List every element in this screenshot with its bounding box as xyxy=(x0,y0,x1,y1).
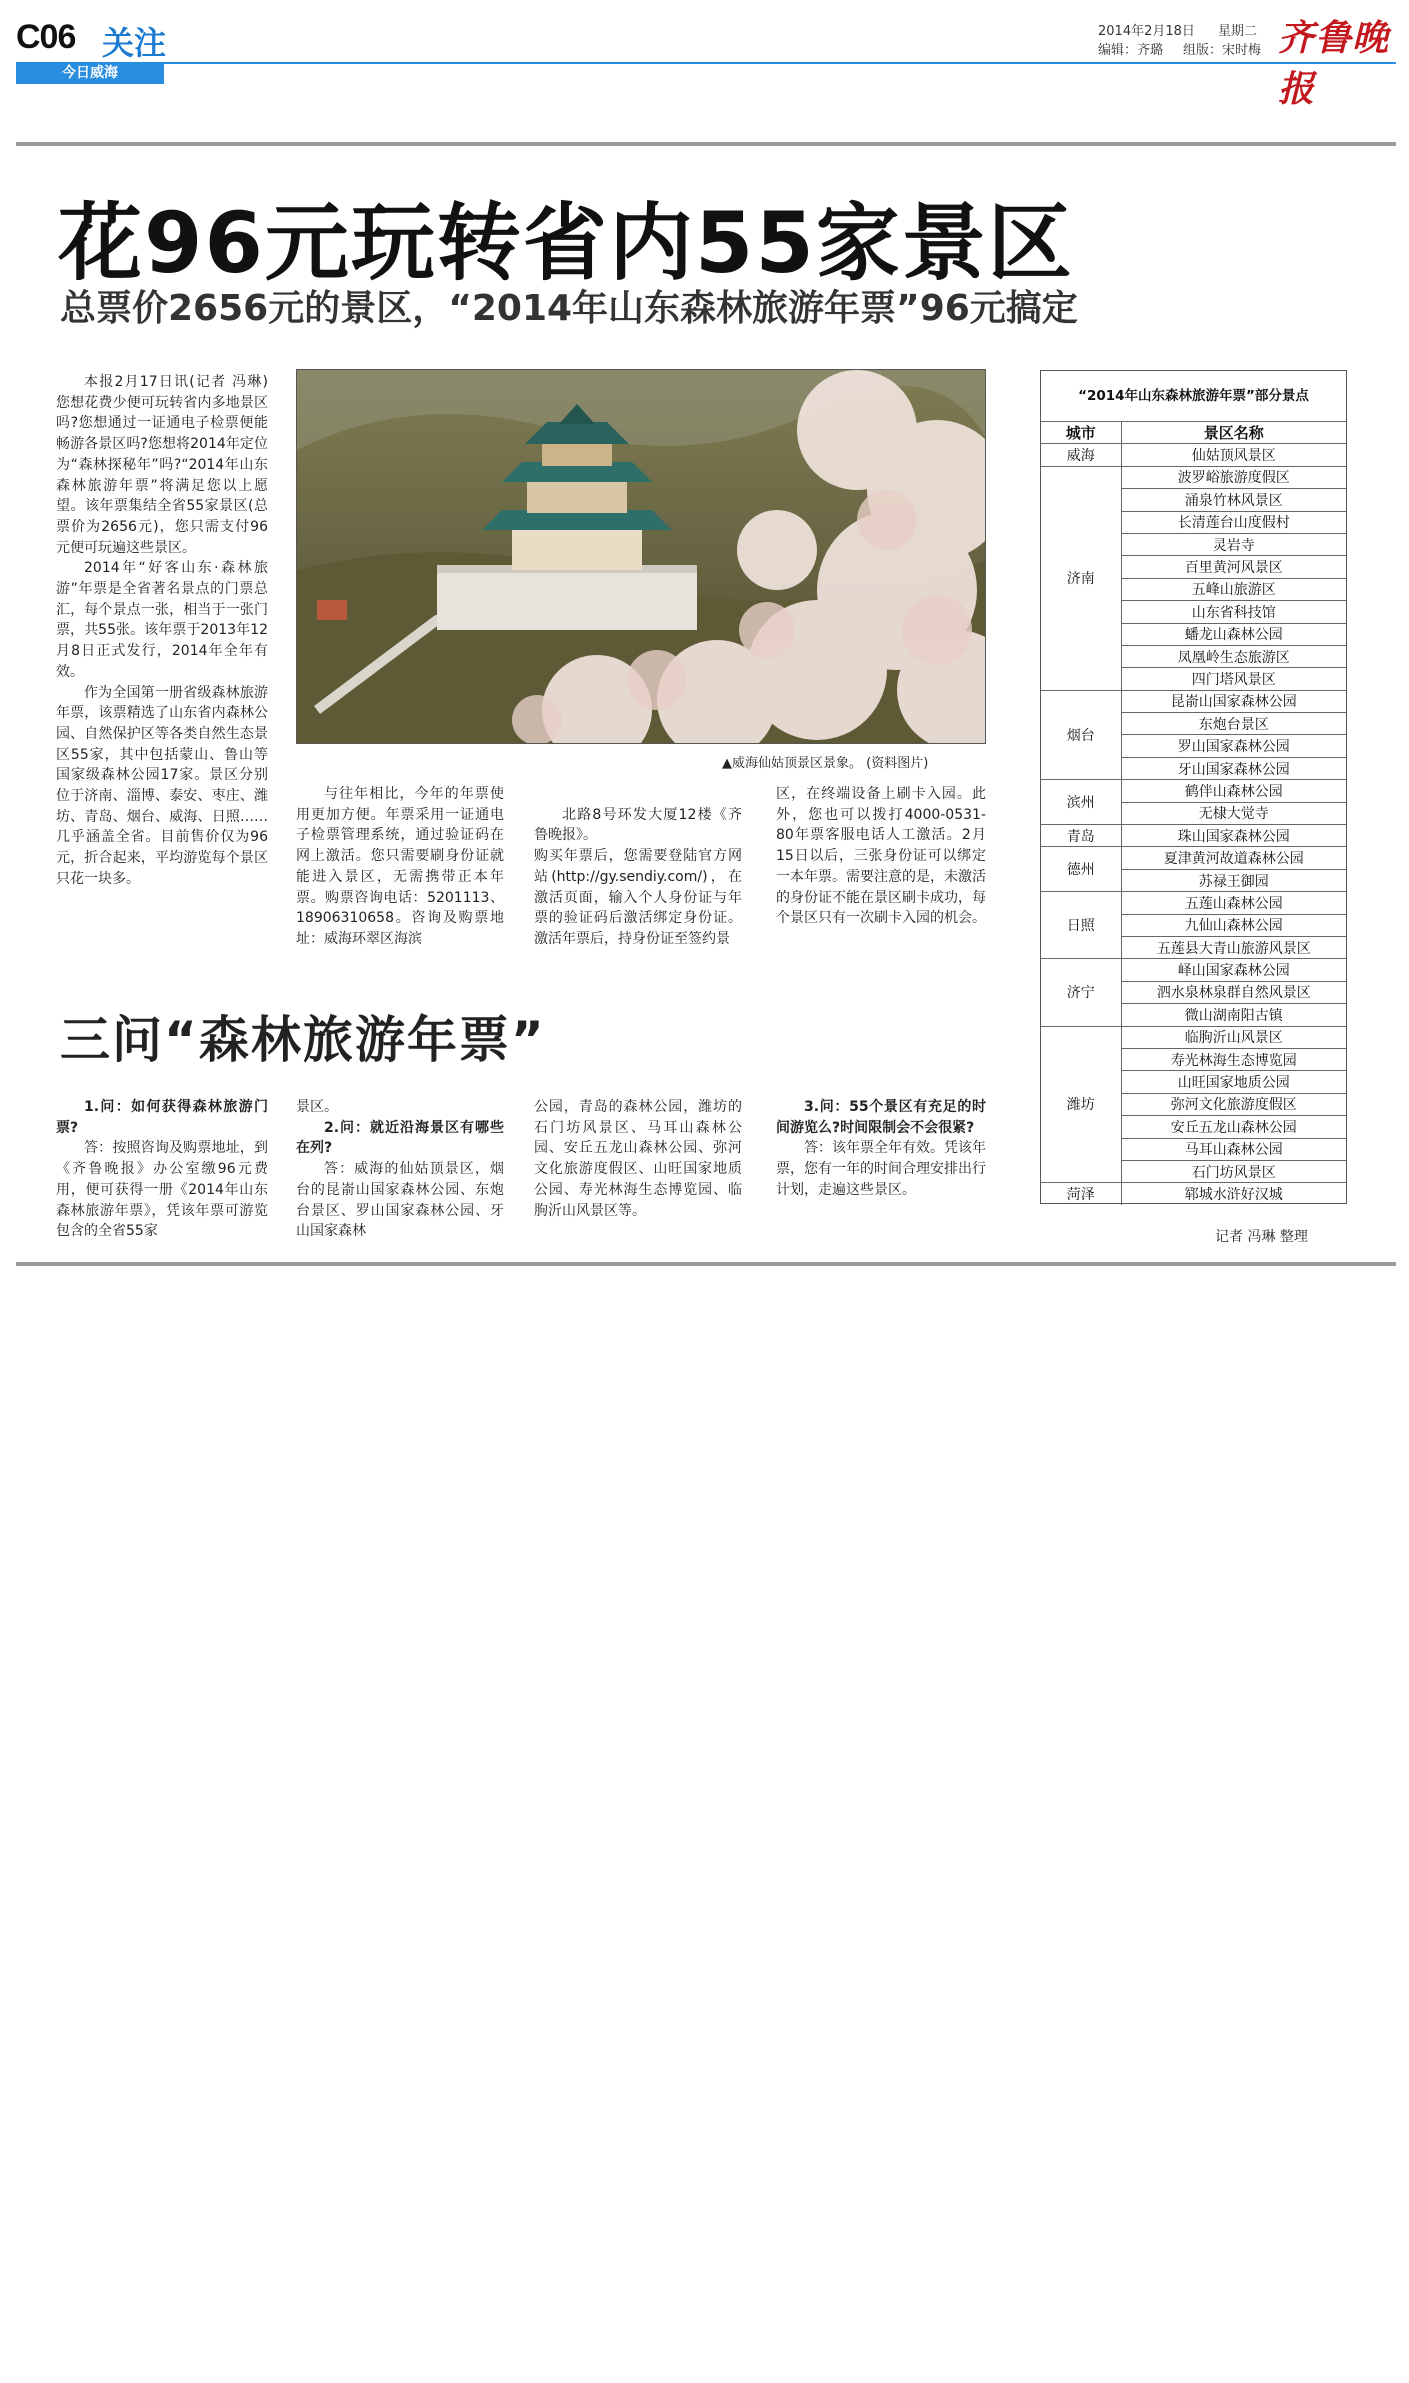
section-name: 关注 xyxy=(102,24,167,62)
scenic-name-cell: 山旺国家地质公园 xyxy=(1121,1071,1346,1093)
scenic-name-cell: 东炮台景区 xyxy=(1121,713,1346,735)
scenic-name-cell: 百里黄河风景区 xyxy=(1121,556,1346,578)
issue-weekday: 星期二 xyxy=(1218,24,1258,39)
scenic-name-cell: 仙姑顶风景区 xyxy=(1121,444,1346,466)
sidebar-headline: 三问“森林旅游年票” xyxy=(60,1011,546,1069)
answer: 答：该年票全年有效。凭该年票，您有一年的时间合理安排出行计划，走遍这些景区。 xyxy=(776,1140,986,1198)
city-cell: 济宁 xyxy=(1041,959,1121,1026)
city-cell: 济南 xyxy=(1041,466,1121,690)
layout-credit: 组版：宋时梅 xyxy=(1183,43,1262,58)
scenic-name-cell: 山东省科技馆 xyxy=(1121,601,1346,623)
scenic-name-cell: 五莲山森林公园 xyxy=(1121,892,1346,914)
scenic-name-cell: 牙山国家森林公园 xyxy=(1121,757,1346,779)
scenic-name-cell: 凤凰岭生态旅游区 xyxy=(1121,645,1346,667)
answer: 答：威海的仙姑顶景区，烟台的昆嵛山国家森林公园、东炮台景区、罗山国家森林公园、牙山国家森林 xyxy=(296,1161,504,1240)
city-cell: 菏泽 xyxy=(1041,1183,1121,1205)
article-paragraph: 区，在终端设备上刷卡入园。此外，您也可以拨打4000-0531-80年票客服电话人工激活。2月15日以后，三张身份证可以绑定一本年票。需要注意的是，未激活的身份证不能在景区刷卡成功，每个景区只有一次刷卡入园的机会。 xyxy=(776,786,986,927)
scenic-name-cell: 四门塔风景区 xyxy=(1121,668,1346,690)
article-column-1 xyxy=(56,372,268,890)
scenic-photo xyxy=(296,369,986,744)
scenic-name-cell: 蟠龙山森林公园 xyxy=(1121,623,1346,645)
scenic-name-cell: 夏津黄河故道森林公园 xyxy=(1121,847,1346,869)
question: 2.问：就近沿海景区有哪些在列? xyxy=(296,1119,504,1157)
scenic-name-cell: 石门坊风景区 xyxy=(1121,1160,1346,1182)
qa-column-1 xyxy=(56,1097,268,1242)
bottom-rule xyxy=(16,1262,1396,1266)
sub-section-label: 今日威海 xyxy=(16,62,164,84)
headline: 花96元玩转省内55家景区 xyxy=(58,194,1074,292)
reporter-credit: 记者 冯琳 整理 xyxy=(1215,1229,1308,1245)
city-cell: 威海 xyxy=(1041,444,1121,466)
scenic-name-cell: 微山湖南阳古镇 xyxy=(1121,1004,1346,1026)
city-cell: 滨州 xyxy=(1041,780,1121,825)
issue-date: 2014年2月18日 xyxy=(1098,24,1195,39)
table-row xyxy=(1041,690,1346,712)
table-row xyxy=(1041,780,1346,802)
scenic-name-cell: 五峰山旅游区 xyxy=(1121,578,1346,600)
editor-credit: 编辑：齐璐 xyxy=(1098,43,1164,58)
table-row xyxy=(1041,959,1346,981)
scenic-name-cell: 九仙山森林公园 xyxy=(1121,914,1346,936)
table-body xyxy=(1041,444,1346,1205)
column-header-name: 景区名称 xyxy=(1121,422,1346,444)
scenic-name-cell: 弥河文化旅游度假区 xyxy=(1121,1093,1346,1115)
scenic-spots-table xyxy=(1041,421,1346,1205)
article-column-2 xyxy=(296,784,504,950)
article-paragraph: 本报2月17日讯(记者 冯琳) 您想花费少便可玩转省内多地景区吗?您想通过一证通电子检票便能畅游各景区吗?您想将2014年定位为“森林探秘年”吗?“2014年山东森林旅游年票”将满足您以上愿望。该年票集结全省55家景区(总票价为2656元)，您只需支付96元便可玩遍这些景区。 xyxy=(56,374,268,556)
column-header-city: 城市 xyxy=(1041,422,1121,444)
article-paragraph: 2014年“好客山东·森林旅游”年票是全省著名景点的门票总汇，每个景点一张，相当于一张门票，共55张。该年票于2013年12月8日正式发行，2014年全年有效。 xyxy=(56,560,268,680)
city-cell: 日照 xyxy=(1041,892,1121,959)
scenic-name-cell: 五莲县大青山旅游风景区 xyxy=(1121,936,1346,958)
article-paragraph: 北路8号环发大厦12楼《齐鲁晚报》。 购买年票后，您需要登陆官方网站(http://gy.sendiy.com/)，在激活页面，输入个人身份证与年票的验证码后激活绑定身份证。激活年票后，持身份证至签约景 xyxy=(534,806,742,947)
qa-column-2 xyxy=(296,1097,504,1242)
scenic-name-cell: 泗水泉林泉群自然风景区 xyxy=(1121,981,1346,1003)
answer-continued: 公园，青岛的森林公园，潍坊的石门坊风景区、马耳山森林公园、安丘五龙山森林公园、弥河文化旅游度假区、山旺国家地质公园、寿光林海生态博览园、临朐沂山风景区等。 xyxy=(534,1099,742,1219)
table-title: “2014年山东森林旅游年票”部分景点 xyxy=(1078,388,1309,404)
scenic-name-cell: 临朐沂山风景区 xyxy=(1121,1026,1346,1048)
table-row xyxy=(1041,847,1346,869)
scenic-spots-table-box xyxy=(1040,370,1347,1204)
table-header-row xyxy=(1041,422,1346,444)
table-row xyxy=(1041,1183,1346,1205)
answer: 答：按照咨询及购票地址，到《齐鲁晚报》办公室缴96元费用，便可获得一册《2014年山东森林旅游年票》，凭该年票可游览包含的全省55家 xyxy=(56,1140,268,1240)
top-rule xyxy=(16,142,1396,146)
scenic-name-cell: 鹤伴山森林公园 xyxy=(1121,780,1346,802)
scenic-name-cell: 波罗峪旅游度假区 xyxy=(1121,466,1346,488)
article-paragraph: 作为全国第一册省级森林旅游年票，该票精选了山东省内森林公园、自然保护区等各类自然生态景区55家，其中包括蒙山、鲁山等国家级森林公园17家。景区分别位于济南、淄博、泰安、枣庄、潍坊、青岛、烟台、威海、日照……几乎涵盖全省。目前售价仅为96元，折合起来，平均游览每个景区只花一块多。 xyxy=(56,684,268,887)
scenic-name-cell: 长清莲台山度假村 xyxy=(1121,511,1346,533)
page-number: C06 xyxy=(16,18,76,56)
subheadline: 总票价2656元的景区，“2014年山东森林旅游年票”96元搞定 xyxy=(60,288,1078,329)
table-row xyxy=(1041,1026,1346,1048)
table-row xyxy=(1041,444,1346,466)
scenic-name-cell: 昆嵛山国家森林公园 xyxy=(1121,690,1346,712)
qa-column-4 xyxy=(776,1097,986,1201)
city-cell: 潍坊 xyxy=(1041,1026,1121,1183)
scenic-name-cell: 郓城水浒好汉城 xyxy=(1121,1183,1346,1205)
question: 3.问：55个景区有充足的时间游览么?时间限制会不会很紧? xyxy=(776,1099,986,1136)
photo-caption: ▲威海仙姑顶景区景象。 (资料图片) xyxy=(722,756,929,771)
article-column-4 xyxy=(776,784,986,929)
table-row xyxy=(1041,825,1346,847)
city-cell: 烟台 xyxy=(1041,690,1121,780)
scenic-name-cell: 灵岩寺 xyxy=(1121,533,1346,555)
scenic-name-cell: 罗山国家森林公园 xyxy=(1121,735,1346,757)
article-paragraph: 与往年相比，今年的年票使用更加方便。年票采用一证通电子检票管理系统，通过验证码在网上激活。您只需要刷身份证就能进入景区，无需携带正本年票。购票咨询电话：5201113、18906310658。咨询及购票地址：威海环翠区海滨 xyxy=(296,786,504,947)
qa-column-3 xyxy=(534,1097,742,1221)
section-bar xyxy=(16,62,1396,64)
city-cell: 青岛 xyxy=(1041,825,1121,847)
xiangudin-temple-image xyxy=(297,370,986,744)
scenic-name-cell: 无棣大觉寺 xyxy=(1121,802,1346,824)
scenic-name-cell: 安丘五龙山森林公园 xyxy=(1121,1116,1346,1138)
question: 1.问：如何获得森林旅游门票? xyxy=(56,1099,268,1136)
scenic-name-cell: 苏禄王御园 xyxy=(1121,869,1346,891)
scenic-name-cell: 马耳山森林公园 xyxy=(1121,1138,1346,1160)
newspaper-logo: 齐鲁晚报 xyxy=(1278,17,1390,110)
table-row xyxy=(1041,466,1346,488)
scenic-name-cell: 峄山国家森林公园 xyxy=(1121,959,1346,981)
scenic-name-cell: 涌泉竹林风景区 xyxy=(1121,489,1346,511)
table-row xyxy=(1041,892,1346,914)
scenic-name-cell: 珠山国家森林公园 xyxy=(1121,825,1346,847)
scenic-name-cell: 寿光林海生态博览园 xyxy=(1121,1048,1346,1070)
city-cell: 德州 xyxy=(1041,847,1121,892)
article-column-3 xyxy=(534,784,742,970)
answer-continued: 景区。 xyxy=(296,1099,338,1115)
